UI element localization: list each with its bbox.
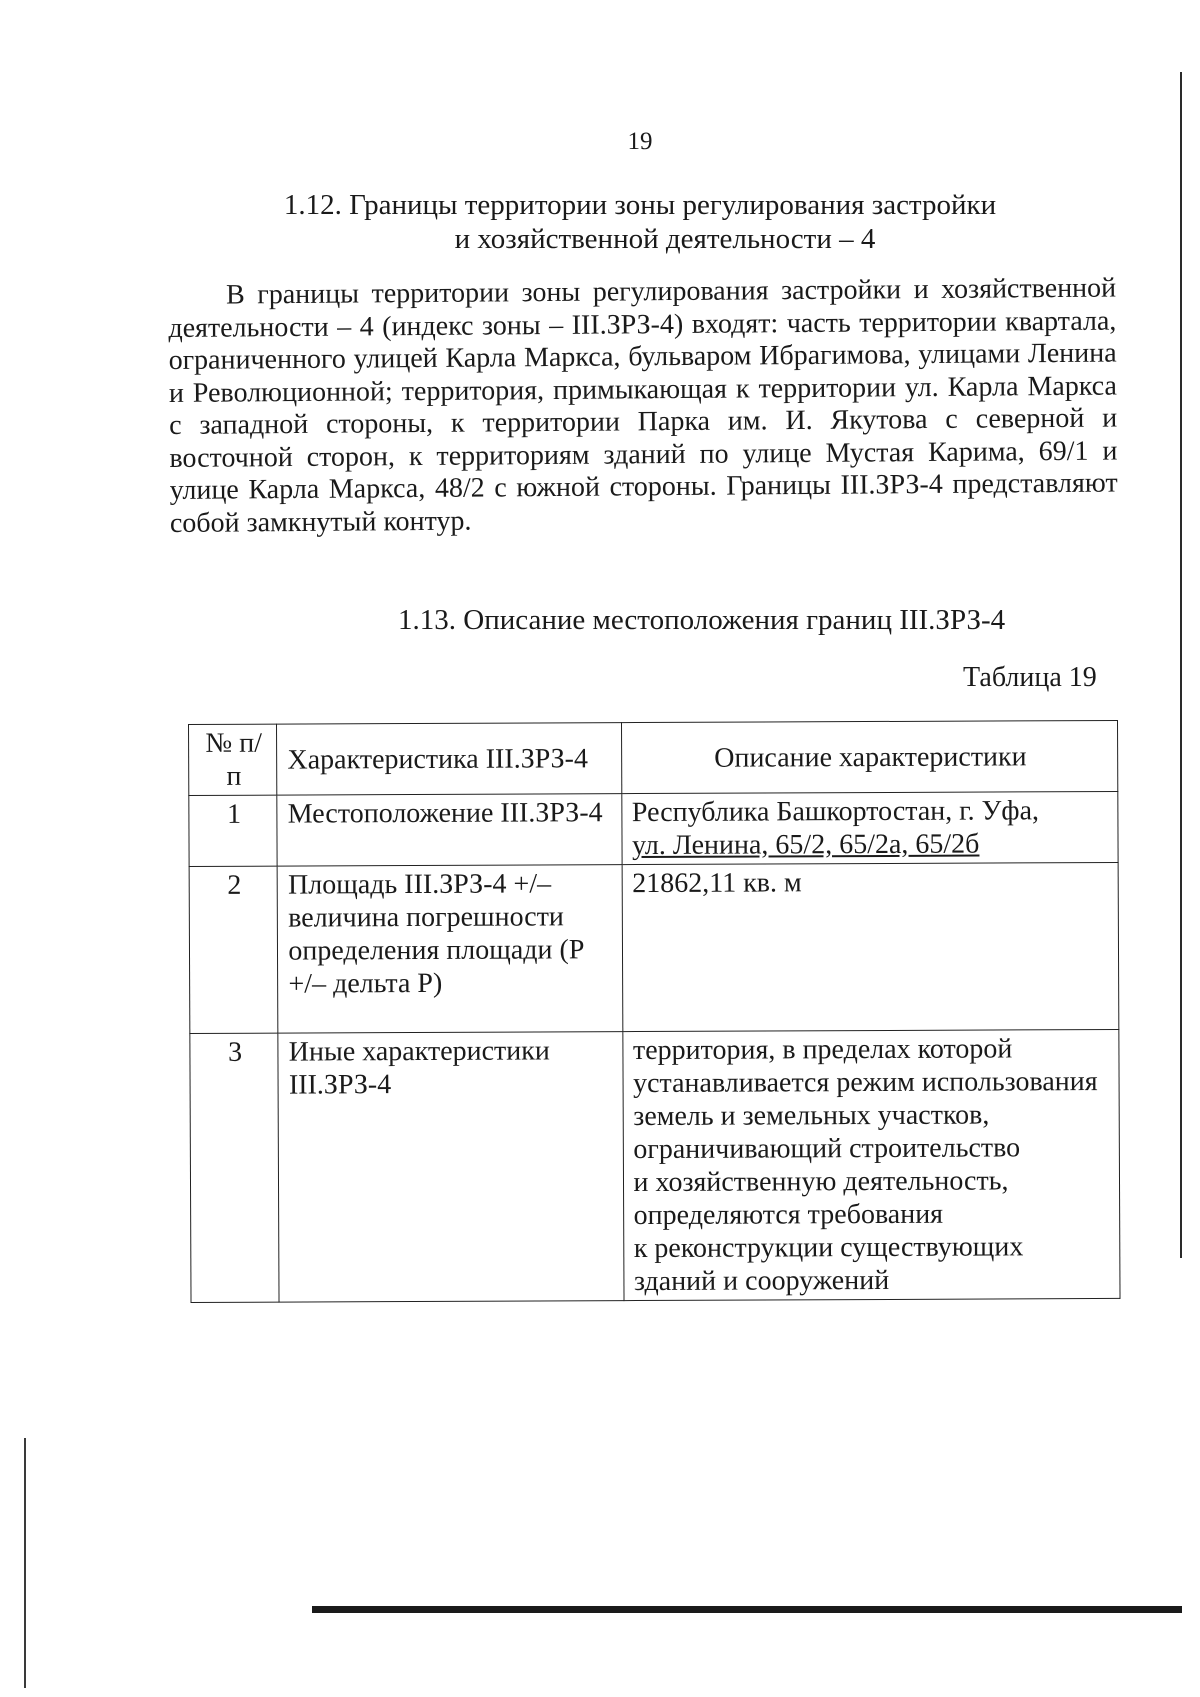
row-number: 2: [189, 866, 278, 1033]
description-line: территория, в пределах которой: [632, 1033, 1013, 1067]
table-header-row: [189, 720, 1118, 795]
heading-line-1: 1.12. Границы территории зоны регулирования застройки: [283, 189, 997, 221]
row-characteristic: Местоположение III.ЗРЗ-4: [277, 794, 621, 867]
description-line: устанавливается режим использования: [633, 1066, 1098, 1100]
description-line: Республика Башкортостан, г. Уфа,: [631, 795, 1040, 829]
description-line: земель и земельных участков,: [633, 1099, 990, 1133]
section-heading-1-12: [250, 188, 1030, 256]
scan-edge-bottom: [312, 1606, 1182, 1613]
header-description: Описание характеристики: [621, 720, 1118, 793]
table-row: [189, 862, 1119, 1033]
row-characteristic: Площадь III.ЗРЗ-4 +/– величина погрешности определения площади (Р +/– дельта Р): [277, 865, 622, 1034]
section-heading-1-13: 1.13. Описание местоположения границ III.ЗРЗ-4: [398, 604, 1006, 636]
description-line: и хозяйственную деятельность,: [633, 1165, 1009, 1199]
characteristics-table: [188, 720, 1121, 1303]
table-row: [190, 1029, 1120, 1302]
page-number: 19: [627, 128, 653, 155]
description-line: зданий и сооружений: [633, 1264, 890, 1298]
description-line: к реконструкции существующих: [633, 1231, 1024, 1265]
table-caption: Таблица 19: [963, 662, 1097, 693]
description-line: ограничивающий строительство: [633, 1132, 1021, 1166]
header-characteristic: Характеристика III.ЗРЗ-4: [277, 723, 621, 796]
table-row: [189, 791, 1118, 866]
row-number: 1: [189, 795, 278, 866]
row-number: 3: [190, 1033, 280, 1302]
row-description: [621, 791, 1118, 864]
row-description: [622, 1029, 1120, 1300]
heading-line-2: и хозяйственной деятельности – 4: [454, 223, 876, 255]
row-characteristic: Иные характеристики III.ЗРЗ-4: [278, 1032, 623, 1302]
description-line: определяются требования: [633, 1198, 944, 1232]
scan-edge-left: [24, 1438, 26, 1688]
header-number: № п/п: [189, 724, 278, 795]
scan-edge-right: [1180, 72, 1182, 1258]
description-line: ул. Ленина, 65/2, 65/2а, 65/2б: [631, 828, 980, 862]
row-description: [622, 862, 1119, 1031]
description-line: 21862,11 кв. м: [632, 867, 802, 900]
body-paragraph: В границы территории зоны регулирования застройки и хозяйственной деятельности – 4 (индекс зоны – III.ЗРЗ-4) входят: часть территории квартала, ограниченного улицей Карла Маркса, бульваром Ибрагимова, улицами Ленина и Революционной; территория, примыкающая к территории ул. Карла Маркса с западной стороны, к территории Парка им. И. Якутова с северной и восточной сторон, к территориям зданий по улице Мустая Карима, 69/1 и улице Карла Маркса, 48/2 с южной стороны. Границы III.ЗРЗ-4 представляют собой замкнутый контур.: [168, 272, 1118, 539]
